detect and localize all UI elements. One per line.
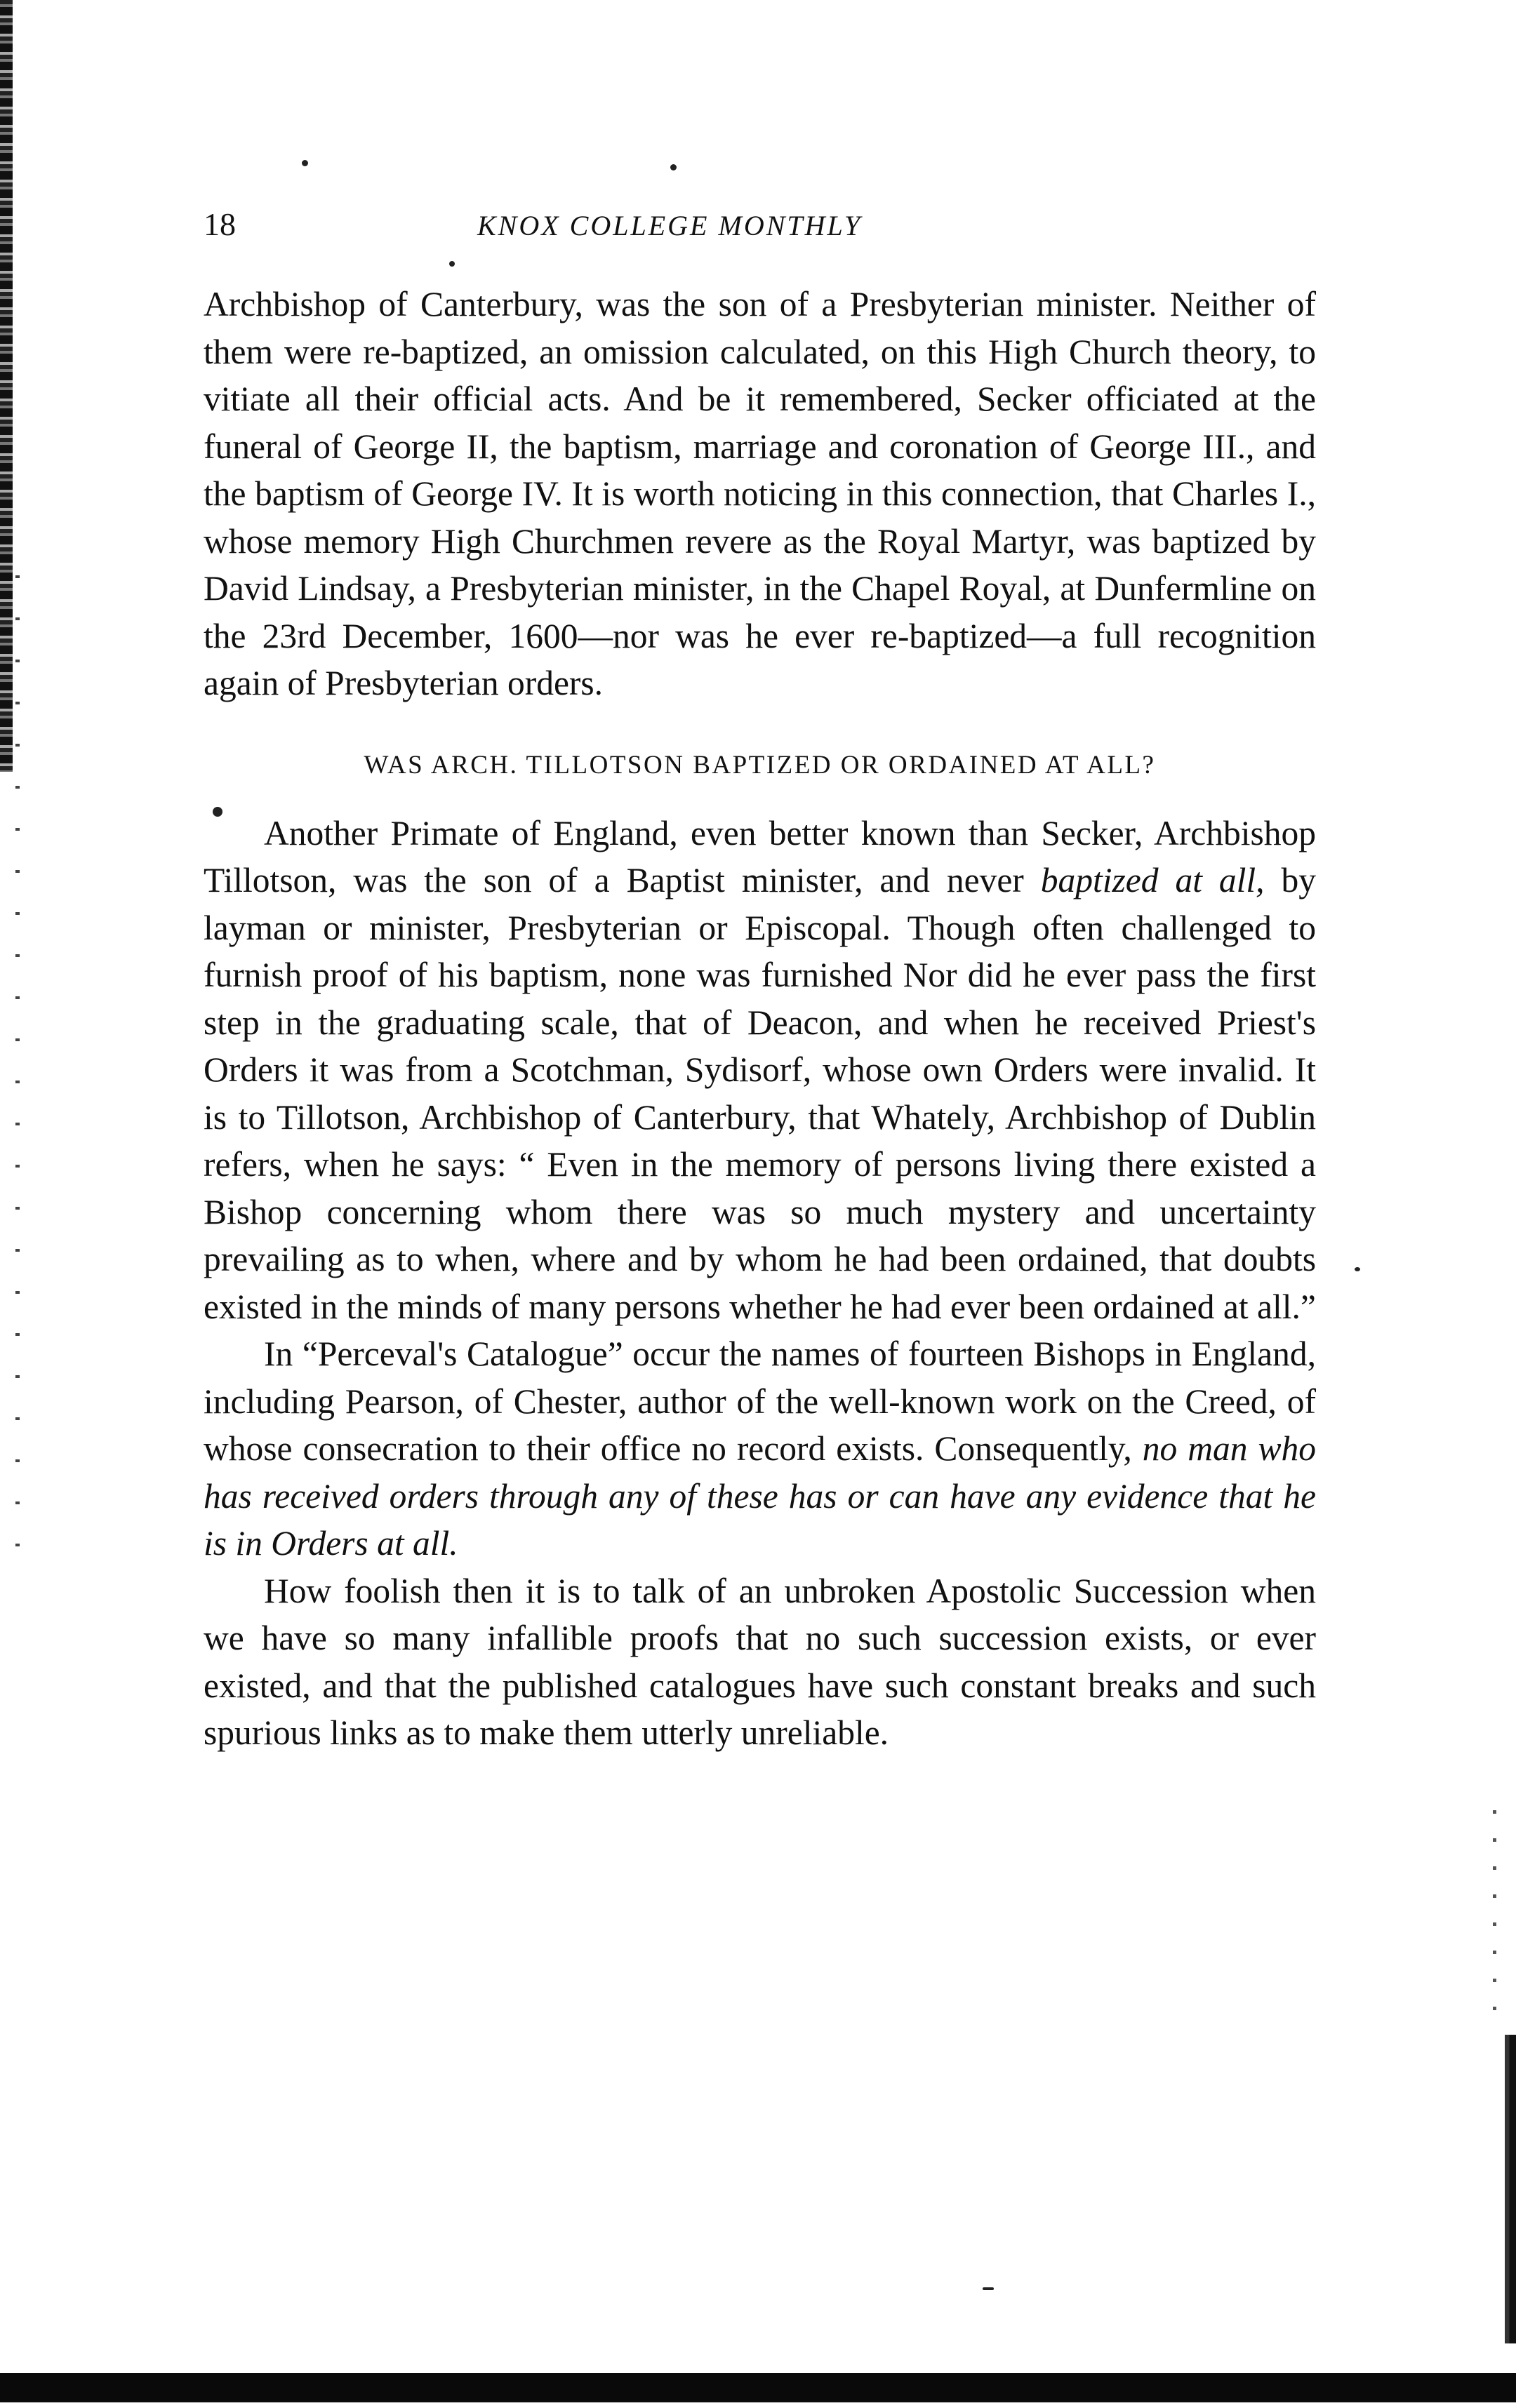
paragraph-3	[204, 1330, 1316, 1567]
scan-speck	[449, 261, 455, 267]
section-heading: WAS ARCH. TILLOTSON BAPTIZED OR ORDAINED AT ALL?	[364, 750, 1156, 780]
binding-marks-right	[1493, 1810, 1496, 2035]
binding-marks-left	[15, 575, 20, 1558]
paragraph-3-emphasis: no man who has received orders through any of these has or can have any evidence that he is in Orders at all.	[204, 1429, 1316, 1563]
scan-speck	[983, 2287, 994, 2290]
scan-speck	[670, 164, 677, 170]
article-body	[204, 281, 1316, 1757]
paragraph-1: Archbishop of Canterbury, was the son of a Presbyterian minister. Neither of them were re-baptized, an omission calculated, on this High Church theory, to vitiate all their official acts. And be it remembered, Secker officiated at the funeral of George II, the baptism, marriage and coronation of George III., and the baptism of George IV. It is worth noticing in this connection, that Charles I., whose memory High Churchmen revere as the Royal Martyr, was baptized by David Lindsay, a Presbyterian minister, in the Chapel Royal, at Dunfermline on the 23rd December, 1600—nor was he ever re-baptized—a full recognition again of Presbyterian orders.	[204, 285, 1316, 702]
scan-speck	[1355, 1267, 1360, 1271]
binding-edge-right	[1505, 2035, 1516, 2343]
paragraph-2-text-a: Another Primate of England, even better known than Secker, Archbishop Tillotson, was the son of a Baptist minister, and never	[204, 813, 1316, 899]
paragraph-2-emphasis: baptized at all,	[1040, 861, 1265, 899]
paragraph-4: How foolish then it is to talk of an unbroken Apostolic Succession when we have so many infallible proofs that no such succession exists, or ever existed, and that the published catalogues have such constant breaks and such spurious links as to make them utterly unreliable.	[204, 1571, 1316, 1752]
scan-speck	[302, 160, 308, 166]
binding-edge-left	[0, 0, 13, 772]
page-number: 18	[204, 206, 236, 242]
page-header	[204, 203, 1312, 253]
running-title: KNOX COLLEGE MONTHLY	[477, 210, 863, 241]
paragraph-2-text-b: by layman or minister, Presbyterian or Episcopal. Though often challenged to furnish proof of his baptism, none was furnished Nor did he ever pass the first step in the graduating scale, that of Deacon, and when he received Priest's Orders it was from a Scotchman, Sydisorf, whose own Orders were invalid. It is to Tillotson, Archbishop of Canterbury, that Whately, Archbishop of Dublin refers, when he says: “ Even in the memory of persons living there existed a Bishop concerning whom there was so much mystery and uncertainty prevailing as to when, where and by whom he had been ordained, that doubts existed in the minds of many persons whether he had ever been ordained at all.”	[204, 861, 1317, 1326]
bottom-border	[0, 2373, 1516, 2402]
paragraph-2	[204, 810, 1316, 1331]
paragraph-3-text-a: In “Perceval's Catalogue” occur the names of fourteen Bishops in England, including Pearson, of Chester, author of the well-known work on the Creed, of whose consecration to their office no record exists. Consequently,	[204, 1335, 1316, 1468]
